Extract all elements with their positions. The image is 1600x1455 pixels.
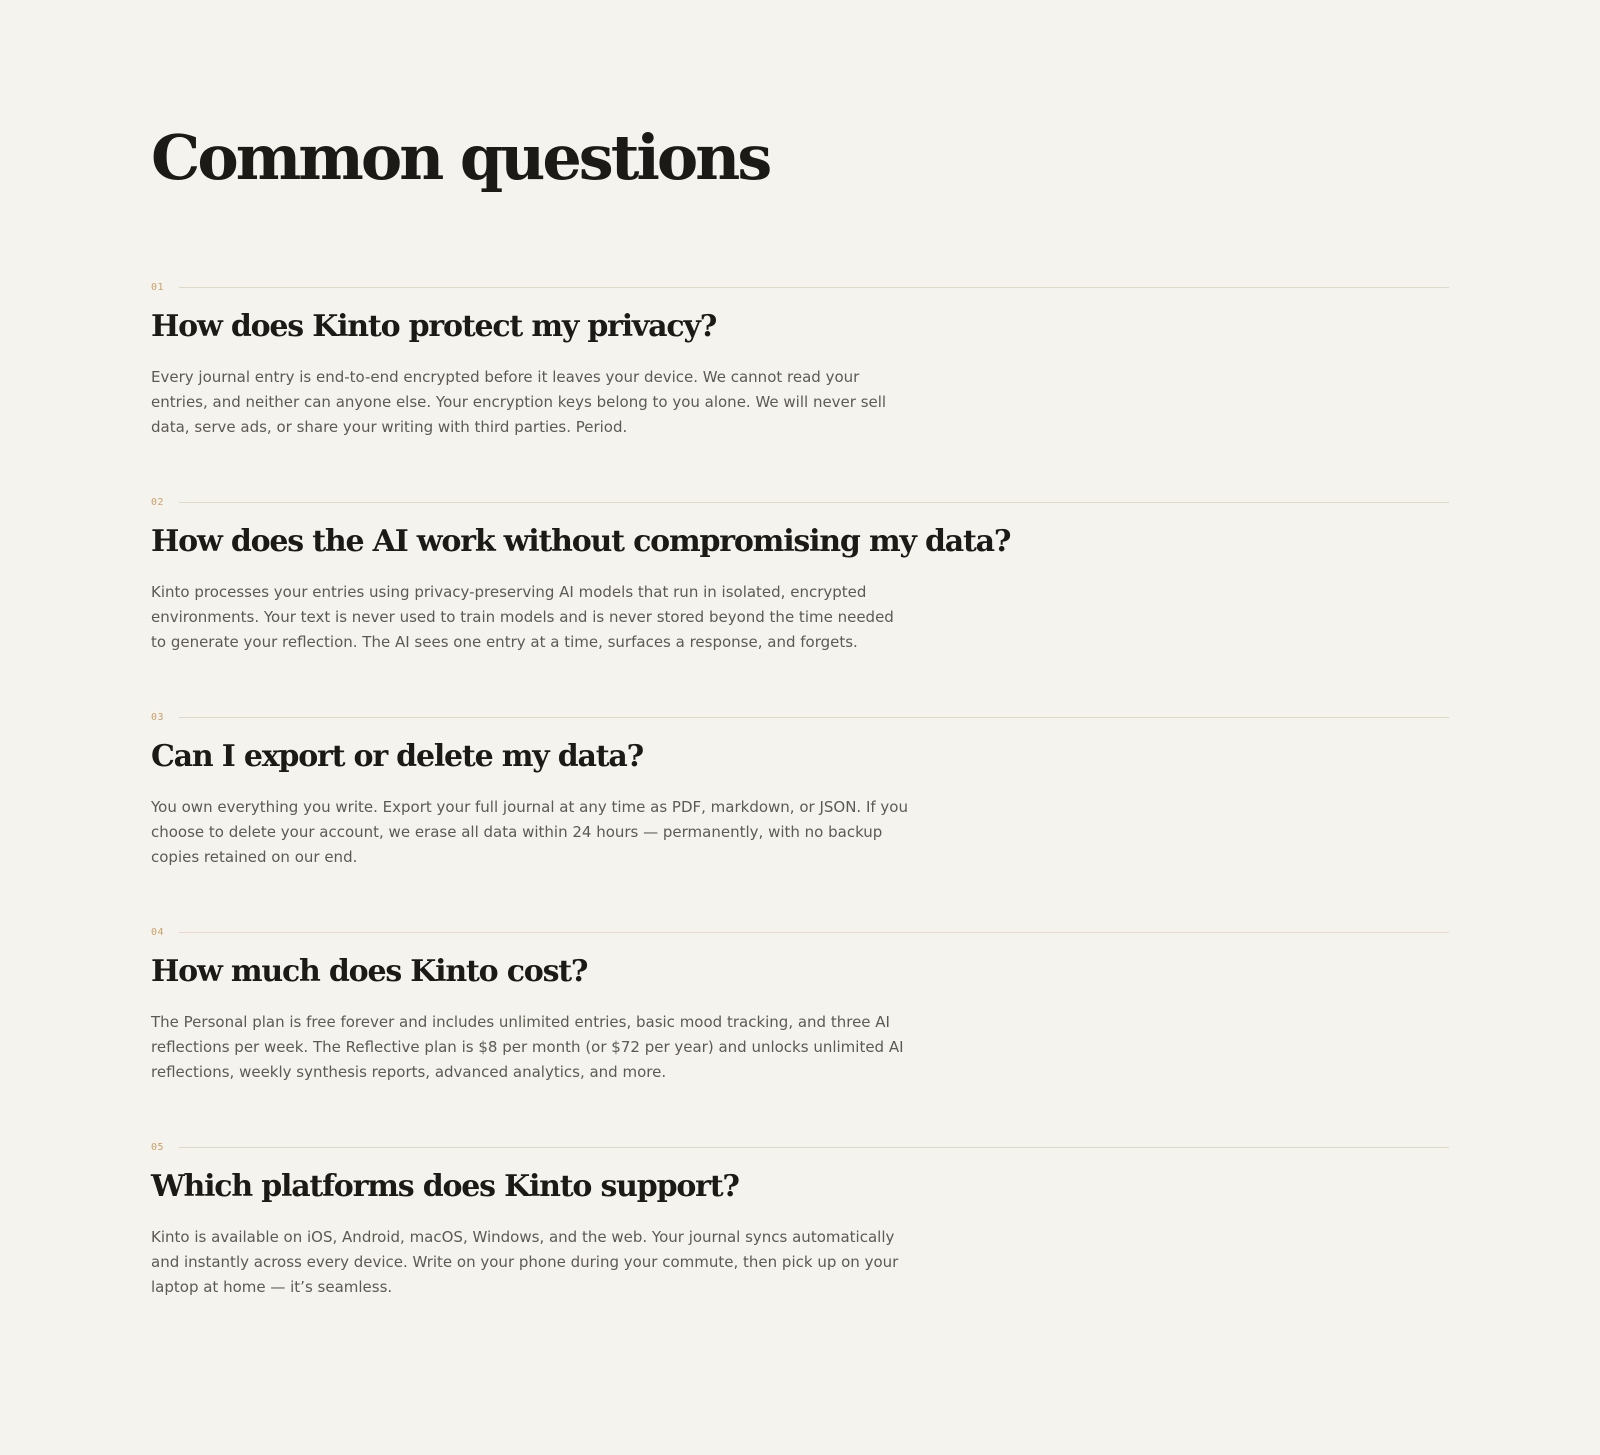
- faq-list: [151, 278, 1449, 1353]
- faq-divider: [179, 502, 1449, 503]
- faq-item-header: [151, 1138, 1449, 1156]
- faq-answer: The Personal plan is free forever and includes unlimited entries, basic mood tracking, and three AI reflections per week. The Reflective plan is $8 per month (or $72 per year) and unlocks unlimited AI reflections, weekly synthesis reports, advanced analytics, and more.: [151, 1013, 904, 1081]
- faq-divider: [179, 287, 1449, 288]
- faq-question: Which platforms does Kinto support?: [151, 1169, 739, 1204]
- faq-item-ai: [151, 493, 1449, 708]
- faq-answer: You own everything you write. Export your full journal at any time as PDF, markdown, or JSON. If you choose to delete your account, we erase all data within 24 hours — permanently, with no backup copies retained on our end.: [151, 798, 908, 866]
- faq-number: 01: [151, 281, 165, 293]
- faq-item-privacy: [151, 278, 1449, 493]
- faq-divider: [179, 717, 1449, 718]
- faq-item-header: [151, 708, 1449, 726]
- faq-item-header: [151, 278, 1449, 296]
- faq-number: 03: [151, 711, 165, 723]
- faq-question: How does the AI work without compromising my data?: [151, 524, 1011, 559]
- faq-question: How much does Kinto cost?: [151, 954, 588, 989]
- faq-answer: Kinto processes your entries using privacy-preserving AI models that run in isolated, encrypted environments. Your text is never used to train models and is never stored beyond the time needed to generate your reflection. The AI sees one entry at a time, surfaces a response, and forgets.: [151, 583, 894, 651]
- faq-answer: Every journal entry is end-to-end encrypted before it leaves your device. We cannot read your entries, and neither can anyone else. Your encryption keys belong to you alone. We will never sell data, serve ads, or share your writing with third parties. Period.: [151, 368, 887, 436]
- faq-divider: [179, 932, 1449, 933]
- page-title: Common questions: [151, 121, 770, 194]
- faq-item-header: [151, 493, 1449, 511]
- faq-item-platforms: [151, 1138, 1449, 1353]
- faq-item-cost: [151, 923, 1449, 1138]
- faq-item-export: [151, 708, 1449, 923]
- faq-answer: Kinto is available on iOS, Android, macOS, Windows, and the web. Your journal syncs automatically and instantly across every device. Write on your phone during your commute, then pick up on your laptop at home — it’s seamless.: [151, 1228, 899, 1296]
- faq-question: Can I export or delete my data?: [151, 739, 644, 774]
- faq-number: 04: [151, 926, 165, 938]
- faq-number: 02: [151, 496, 165, 508]
- faq-question: How does Kinto protect my privacy?: [151, 309, 717, 344]
- faq-item-header: [151, 923, 1449, 941]
- faq-divider: [179, 1147, 1449, 1148]
- faq-number: 05: [151, 1141, 165, 1153]
